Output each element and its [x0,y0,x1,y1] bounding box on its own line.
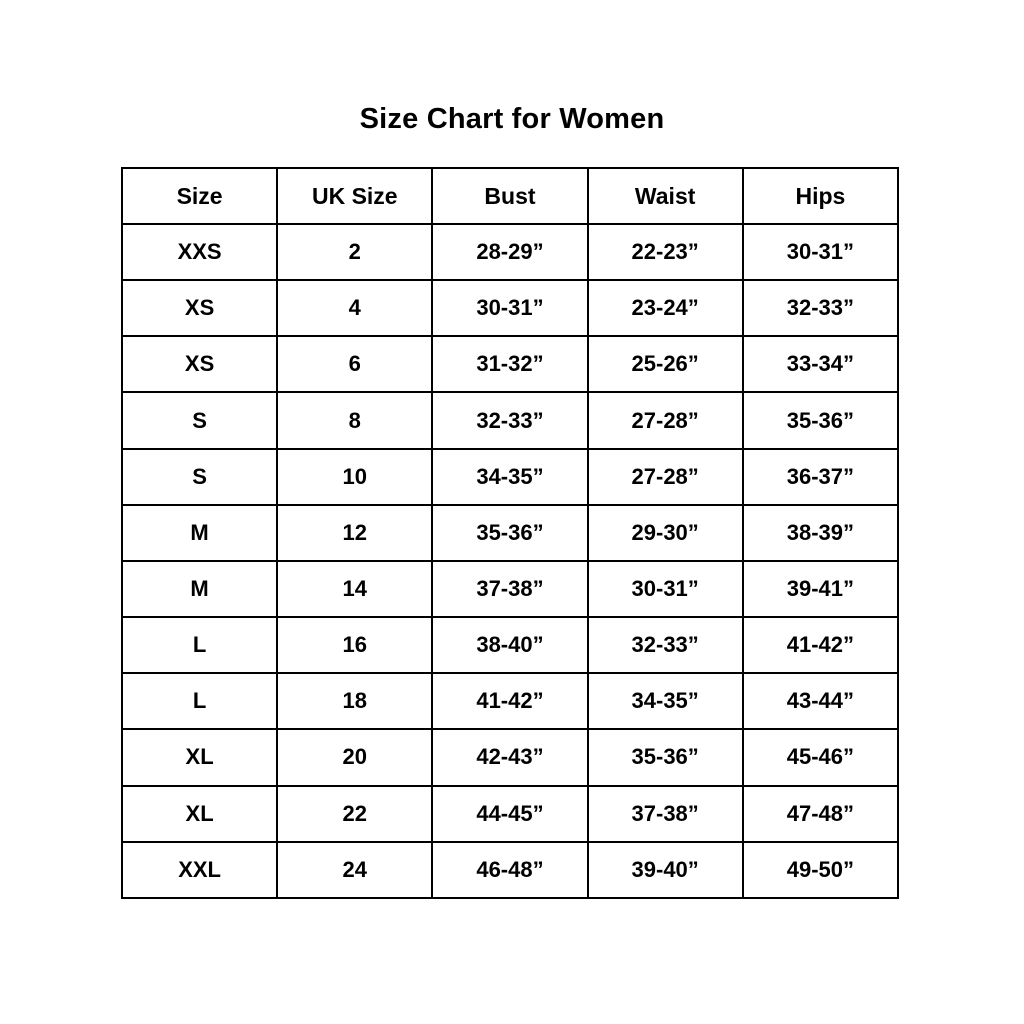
table-cell: 34-35” [588,673,743,729]
table-cell: 32-33” [432,392,587,448]
column-header: Bust [432,168,587,224]
page-title: Size Chart for Women [359,103,665,135]
column-header: Hips [743,168,898,224]
table-cell: 8 [277,392,432,448]
table-cell: 42-43” [432,729,587,785]
table-cell: L [122,673,277,729]
column-header: Waist [588,168,743,224]
table-cell: 22 [277,786,432,842]
table-cell: 41-42” [743,617,898,673]
table-row [122,336,898,392]
table-row [122,617,898,673]
table-cell: 39-40” [588,842,743,898]
table-row [122,224,898,280]
table-cell: 4 [277,280,432,336]
table-cell: XL [122,786,277,842]
column-header: UK Size [277,168,432,224]
table-cell: 18 [277,673,432,729]
table-cell: 44-45” [432,786,587,842]
table-cell: 10 [277,449,432,505]
table-header [122,168,898,224]
table-cell: 32-33” [743,280,898,336]
table-cell: 20 [277,729,432,785]
table-cell: 30-31” [743,224,898,280]
table-cell: 32-33” [588,617,743,673]
table-cell: 16 [277,617,432,673]
table-body [122,224,898,898]
table-cell: 39-41” [743,561,898,617]
table-cell: XXS [122,224,277,280]
table-cell: 49-50” [743,842,898,898]
table-cell: 27-28” [588,392,743,448]
table-cell: M [122,561,277,617]
table-row [122,729,898,785]
table-cell: S [122,449,277,505]
table-cell: 37-38” [588,786,743,842]
table-cell: 45-46” [743,729,898,785]
table-cell: 36-37” [743,449,898,505]
table-cell: 29-30” [588,505,743,561]
table-cell: 35-36” [588,729,743,785]
table-cell: 43-44” [743,673,898,729]
column-header: Size [122,168,277,224]
table-cell: 22-23” [588,224,743,280]
table-cell: XXL [122,842,277,898]
table-cell: 31-32” [432,336,587,392]
table-cell: S [122,392,277,448]
table-cell: 30-31” [588,561,743,617]
table-cell: 33-34” [743,336,898,392]
table-row [122,561,898,617]
table-cell: 41-42” [432,673,587,729]
size-chart-table [121,167,899,899]
table-cell: M [122,505,277,561]
table-row [122,786,898,842]
table-cell: 12 [277,505,432,561]
table-cell: 24 [277,842,432,898]
table-cell: 34-35” [432,449,587,505]
table-cell: 27-28” [588,449,743,505]
table-row [122,392,898,448]
table-cell: 2 [277,224,432,280]
table-row [122,842,898,898]
table-cell: 35-36” [432,505,587,561]
table-row [122,673,898,729]
table-cell: 35-36” [743,392,898,448]
table-cell: XL [122,729,277,785]
table-cell: L [122,617,277,673]
table-row [122,449,898,505]
table-cell: 46-48” [432,842,587,898]
table-cell: XS [122,280,277,336]
table-row [122,280,898,336]
table-cell: 38-40” [432,617,587,673]
table-cell: 23-24” [588,280,743,336]
table-cell: 28-29” [432,224,587,280]
table-cell: XS [122,336,277,392]
table-cell: 6 [277,336,432,392]
table-cell: 37-38” [432,561,587,617]
table-row [122,505,898,561]
table-cell: 25-26” [588,336,743,392]
table-cell: 38-39” [743,505,898,561]
table-cell: 14 [277,561,432,617]
table-cell: 47-48” [743,786,898,842]
table-header-row [122,168,898,224]
table-cell: 30-31” [432,280,587,336]
